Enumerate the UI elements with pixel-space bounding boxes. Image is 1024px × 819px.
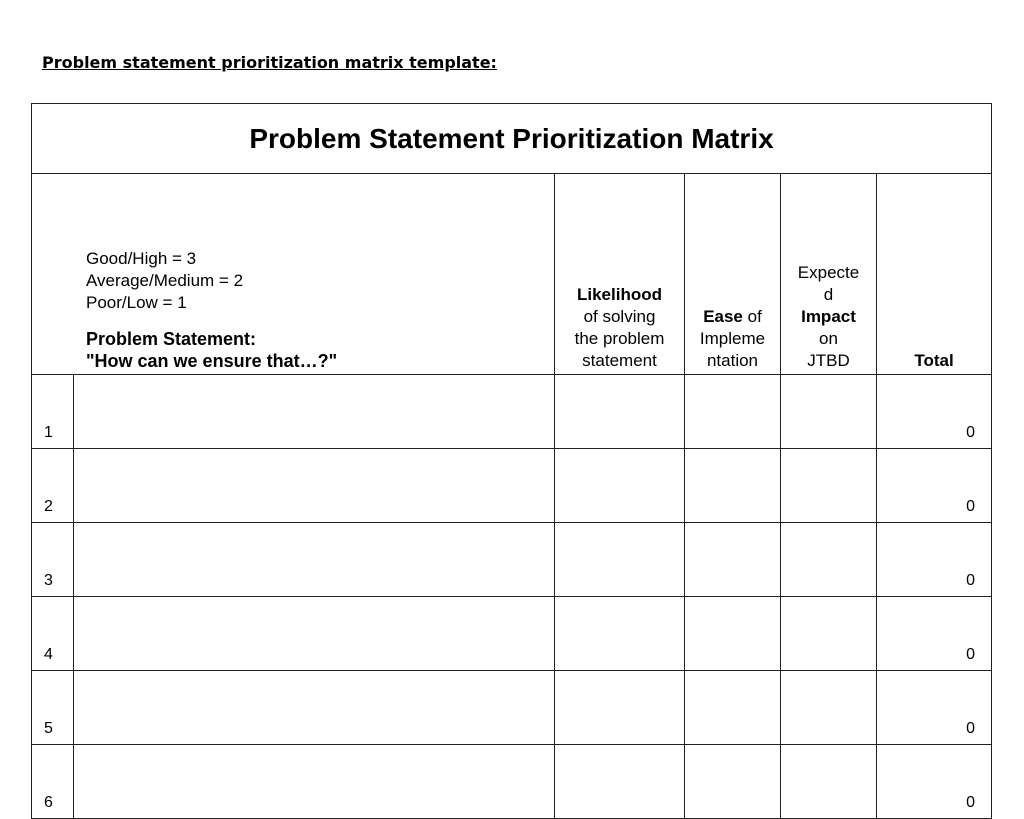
row-number: 2 — [32, 449, 74, 523]
likelihood-cell[interactable] — [555, 745, 685, 819]
impact-cell[interactable] — [781, 375, 877, 449]
legend-item: Average/Medium = 2 — [86, 271, 244, 290]
likelihood-cell[interactable] — [555, 449, 685, 523]
total-cell: 0 — [877, 449, 992, 523]
impact-cell[interactable] — [781, 523, 877, 597]
likelihood-header — [555, 174, 685, 375]
total-cell: 0 — [877, 523, 992, 597]
ease-cell[interactable] — [685, 375, 781, 449]
header-line: d — [823, 285, 834, 304]
row-number: 1 — [32, 375, 74, 449]
total-cell: 0 — [877, 671, 992, 745]
table-row — [32, 745, 992, 819]
problem-statement-cell[interactable] — [74, 745, 555, 819]
header-line: Expecte — [797, 263, 860, 282]
ease-header — [685, 174, 781, 375]
problem-statement-cell[interactable] — [74, 597, 555, 671]
header-line: statement — [582, 351, 657, 370]
ease-cell[interactable] — [685, 449, 781, 523]
table-row — [32, 523, 992, 597]
likelihood-cell[interactable] — [555, 597, 685, 671]
problem-statement-prompt: "How can we ensure that…?" — [86, 351, 338, 371]
impact-cell[interactable] — [781, 745, 877, 819]
header-line: ntation — [706, 351, 759, 370]
header-line: of — [742, 307, 762, 326]
header-line: on — [819, 329, 838, 348]
problem-statement-cell[interactable] — [74, 523, 555, 597]
impact-cell[interactable] — [781, 449, 877, 523]
row-number: 3 — [32, 523, 74, 597]
impact-cell[interactable] — [781, 597, 877, 671]
problem-statement-cell[interactable] — [74, 449, 555, 523]
matrix-title: Problem Statement Prioritization Matrix — [32, 104, 992, 174]
legend-item: Good/High = 3 — [86, 249, 197, 268]
problem-statement-cell[interactable] — [74, 375, 555, 449]
likelihood-cell[interactable] — [555, 523, 685, 597]
problem-statement-cell[interactable] — [74, 671, 555, 745]
row-number: 6 — [32, 745, 74, 819]
ease-bold: Ease — [703, 307, 743, 326]
total-cell: 0 — [877, 375, 992, 449]
total-label: Total — [914, 351, 954, 370]
total-header — [877, 174, 992, 375]
table-row — [32, 449, 992, 523]
legend-item: Poor/Low = 1 — [86, 293, 187, 312]
ease-cell[interactable] — [685, 523, 781, 597]
scoring-legend — [86, 248, 554, 314]
row-number: 4 — [32, 597, 74, 671]
total-cell: 0 — [877, 597, 992, 671]
table-row — [32, 375, 992, 449]
ease-cell[interactable] — [685, 671, 781, 745]
header-line: Impleme — [699, 329, 766, 348]
likelihood-cell[interactable] — [555, 375, 685, 449]
impact-bold: Impact — [801, 307, 856, 326]
header-line: the problem — [574, 329, 665, 348]
row-number: 5 — [32, 671, 74, 745]
total-cell: 0 — [877, 745, 992, 819]
header-line: of solving — [583, 307, 656, 326]
likelihood-cell[interactable] — [555, 671, 685, 745]
problem-statement-label: Problem Statement: — [86, 329, 257, 349]
ease-cell[interactable] — [685, 745, 781, 819]
likelihood-bold: Likelihood — [577, 285, 662, 304]
table-row — [32, 597, 992, 671]
impact-cell[interactable] — [781, 671, 877, 745]
table-row — [32, 671, 992, 745]
problem-statement-header — [32, 174, 555, 375]
prioritization-matrix — [31, 103, 992, 819]
header-line: JTBD — [807, 351, 850, 370]
impact-header — [781, 174, 877, 375]
ease-cell[interactable] — [685, 597, 781, 671]
document-title: Problem statement prioritization matrix template: — [42, 53, 497, 72]
